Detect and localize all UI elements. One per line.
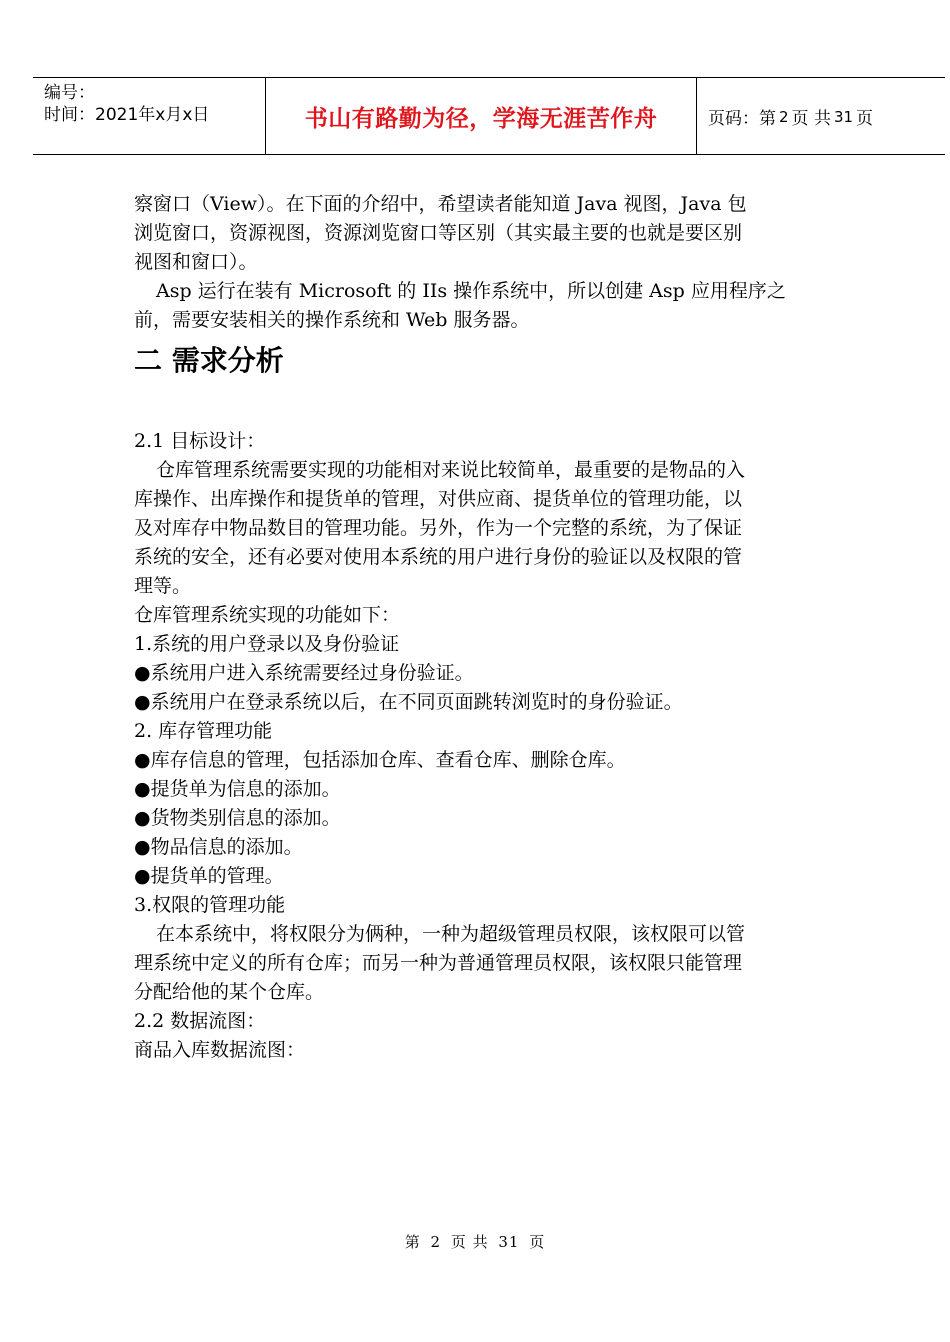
paragraph-line: 察窗口（View）。在下面的介绍中，希望读者能知道 Java 视图，Java 包 — [134, 193, 747, 215]
list-heading: 1.系统的用户登录以及身份验证 — [134, 633, 400, 655]
bullet-item: ● 系统用户在登录系统以后，在不同页面跳转浏览时的身份验证。 — [134, 688, 846, 717]
document-number-label: 编号： — [44, 83, 95, 103]
bullet-item: ● 货物类别信息的添加。 — [134, 804, 846, 833]
paragraph-line: 分配给他的某个仓库。 — [134, 981, 325, 1003]
paragraph-line: 前，需要安装相关的操作系统和 Web 服务器。 — [134, 309, 530, 331]
header-page-suffix: 页 — [856, 109, 874, 129]
paragraph-line: 理系统中定义的所有仓库；而另一种为普通管理员权限，该权限只能管理 — [134, 952, 743, 974]
list-heading: 3.权限的管理功能 — [134, 894, 286, 916]
header-page-middle: 页 共 — [791, 109, 831, 129]
document-body — [134, 190, 846, 1065]
paragraph-line: 仓库管理系统需要实现的功能相对来说比较简单，最重要的是物品的入 — [156, 459, 746, 481]
paragraph-line: 理等。 — [134, 575, 192, 597]
paragraph-line: 库操作、出库操作和提货单的管理，对供应商、提货单位的管理功能，以 — [134, 488, 743, 510]
header-page-prefix: 页码：第 — [708, 109, 776, 129]
bullet-item: ● 库存信息的管理，包括添加仓库、查看仓库、删除仓库。 — [134, 746, 846, 775]
bullet-item: ● 系统用户进入系统需要经过身份验证。 — [134, 659, 846, 688]
list-heading: 2. 库存管理功能 — [134, 720, 273, 742]
subsection-title: 2.1 目标设计： — [134, 430, 266, 452]
bullet-item: ● 提货单为信息的添加。 — [134, 775, 846, 804]
function-intro: 仓库管理系统实现的功能如下： — [134, 604, 401, 626]
footer-page-current: 2 — [430, 1233, 442, 1251]
header-motto-cell — [266, 78, 697, 155]
footer-middle: 页 共 — [450, 1233, 489, 1251]
header-page-total: 31 — [833, 107, 854, 126]
paragraph-line: 浏览窗口，资源视图，资源浏览窗口等区别（其实最主要的也就是要区别 — [134, 222, 743, 244]
paragraph-line: Asp 运行在装有 Microsoft 的 IIs 操作系统中，所以创建 Asp 应用程序之 — [156, 280, 786, 302]
page-footer — [0, 1231, 950, 1252]
header-motto: 书山有路勤为径，学海无涯苦作舟 — [304, 106, 658, 132]
paragraph-line: 及对库存中物品数目的管理功能。另外，作为一个完整的系统，为了保证 — [134, 517, 743, 539]
bullet-item: ● 提货单的管理。 — [134, 862, 846, 891]
header-page-cell — [697, 78, 945, 155]
page-header — [33, 77, 945, 155]
footer-prefix: 第 — [404, 1233, 421, 1251]
footer-suffix: 页 — [529, 1233, 546, 1251]
header-page-current: 2 — [779, 107, 789, 126]
document-time-label: 时间：2021年x月x日 — [44, 105, 210, 125]
section-heading: 二 需求分析 — [134, 344, 284, 377]
bullet-item: ● 物品信息的添加。 — [134, 833, 846, 862]
paragraph-line: 系统的安全，还有必要对使用本系统的用户进行身份的验证以及权限的管 — [134, 546, 743, 568]
header-info-cell — [33, 78, 266, 155]
paragraph-line: 在本系统中，将权限分为俩种，一种为超级管理员权限，该权限可以管 — [156, 923, 746, 945]
subsection-title: 2.2 数据流图： — [134, 1010, 266, 1032]
footer-page-total: 31 — [498, 1233, 520, 1251]
paragraph-line: 视图和窗口）。 — [134, 251, 258, 273]
figure-caption: 商品入库数据流图： — [134, 1039, 306, 1061]
